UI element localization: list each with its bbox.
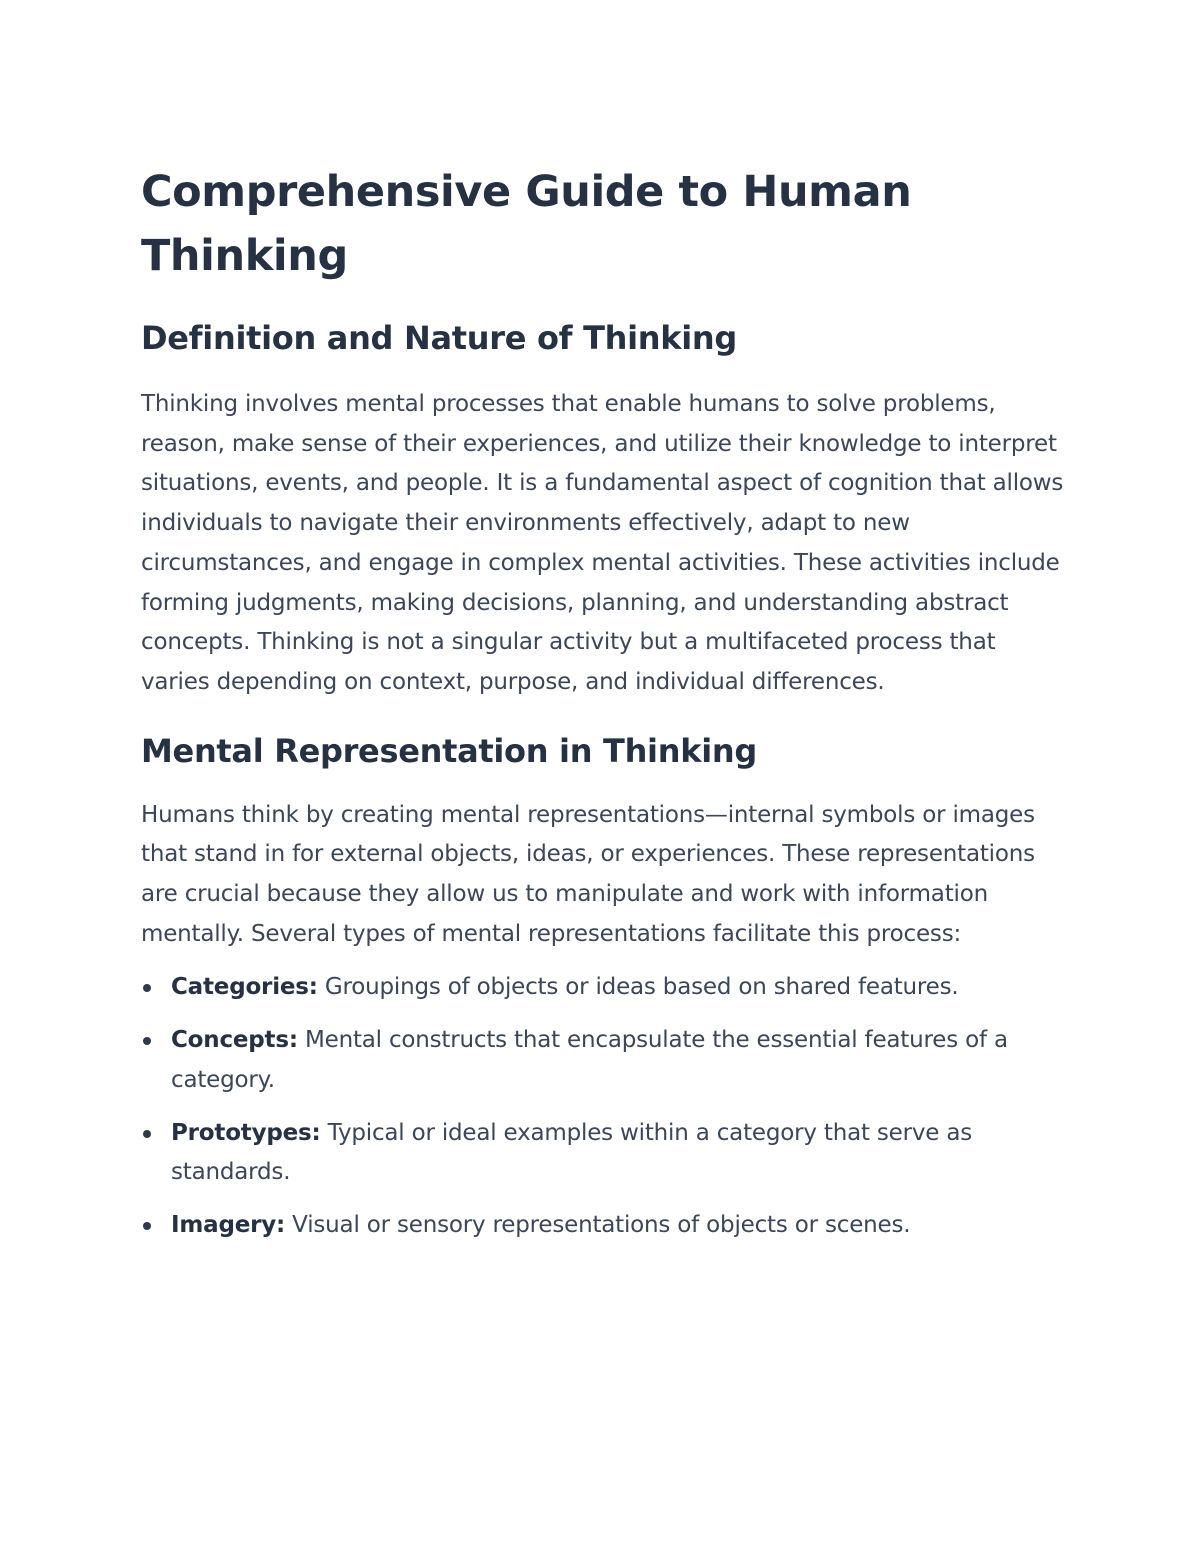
bullet-icon <box>143 1037 151 1045</box>
list-item-text: Groupings of objects or ideas based on shared features. <box>324 974 959 1001</box>
list-item-term: Imagery: <box>171 1211 286 1238</box>
list-item-text: Visual or sensory representations of objects or scenes. <box>292 1211 911 1238</box>
document-page <box>141 160 1066 1259</box>
mental-representation-paragraph: Humans think by creating mental representations—internal symbols or images that stand in for external objects, ideas, or experiences. These representations are crucial because they allow us to manipulate and work with information mentally. Several types of mental representations facilitate this process: <box>141 801 1035 947</box>
list-item-imagery <box>141 1206 1066 1246</box>
document-title: Comprehensive Guide to Human Thinking <box>141 167 912 281</box>
list-item-term: Prototypes: <box>171 1119 321 1146</box>
bullet-icon <box>143 1130 151 1138</box>
list-item-text: Mental constructs that encapsulate the essential features of a category. <box>171 1027 1008 1093</box>
list-item-term: Concepts: <box>171 1027 298 1054</box>
section-heading-definition: Definition and Nature of Thinking <box>141 319 738 357</box>
list-item-prototypes <box>141 1114 1066 1193</box>
section-heading-mental-representation: Mental Representation in Thinking <box>141 731 757 770</box>
list-item-term: Categories: <box>171 974 318 1001</box>
representation-types-list <box>141 968 1066 1245</box>
bullet-icon <box>143 1222 151 1230</box>
list-item-categories <box>141 968 1066 1008</box>
definition-paragraph: Thinking involves mental processes that enable humans to solve problems, reason, make sense of their experiences, and utilize their knowledge to interpret situations, events, and people. It is a fundamental aspect of cognition that allows individuals to navigate their environments effectively, adapt to new circumstances, and engage in complex mental activities. These activities include forming judgments, making decisions, planning, and understanding abstract concepts. Thinking is not a singular activity but a multifaceted process that varies depending on context, purpose, and individual differences. <box>141 391 1064 695</box>
list-item-concepts <box>141 1021 1066 1100</box>
bullet-icon <box>143 984 151 992</box>
list-item-text: Typical or ideal examples within a category that serve as standards. <box>171 1119 973 1186</box>
